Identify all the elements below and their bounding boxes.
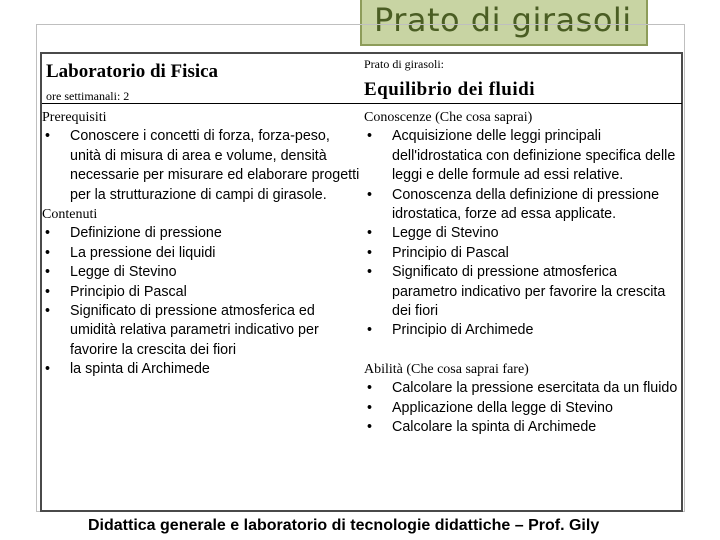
contenuti-heading: Contenuti [42,207,98,223]
right-header [364,56,535,102]
slide-title: Prato di girasoli [374,1,632,39]
left-column [42,108,364,380]
list-item: • Conoscenza della definizione di pressione idrostatica, forze ad essa applicate. [364,186,682,225]
prerequisiti-list [42,127,364,205]
prerequisiti-heading: Prerequisiti [42,110,107,125]
course-title: Laboratorio di Fisica [46,61,219,82]
list-item: • Definizione di pressione [42,224,364,243]
abilita-list [364,379,682,437]
list-item: • Legge di Stevino [364,224,682,243]
list-item: • Legge di Stevino [42,263,364,282]
list-item: • Significato di pressione atmosferica parametro indicativo per favorire la crescita dei fiori [364,263,682,321]
right-column [364,108,682,438]
list-item: • Calcolare la spinta di Archimede [364,418,682,437]
footer-text: Didattica generale e laboratorio di tecnologie didattiche – Prof. Gily [88,517,600,534]
list-item: • Principio di Pascal [364,244,682,263]
left-header [46,60,218,104]
list-item: • Acquisizione delle leggi principali dell'idrostatica con definizione specifica delle leggi e delle formule ad essi relative. [364,127,682,185]
list-item: • La pressione dei liquidi [42,244,364,263]
list-item: • Applicazione della legge di Stevino [364,399,682,418]
module-subtitle: Prato di girasoli: [364,57,444,71]
list-item: • la spinta di Archimede [42,360,364,379]
list-item: • Significato di pressione atmosferica ed umidità relativa parametri indicativo per favorire la crescita dei fiori [42,302,364,360]
list-item: • Calcolare la pressione esercitata da un fluido [364,379,682,398]
abilita-heading: Abilità (Che cosa saprai fare) [364,361,529,377]
section-gap [364,341,682,360]
list-item: • Conoscere i concetti di forza, forza-peso, unità di misura di area e volume, densità necessarie per misurare ed elaborare progetti per la strutturazione di campi di girasole. [42,127,364,205]
conoscenze-list [364,127,682,340]
contenuti-list [42,224,364,379]
list-item: • Principio di Archimede [364,321,682,340]
weekly-hours: ore settimanali: 2 [46,89,130,103]
module-title: Equilibrio dei fluidi [364,79,535,100]
conoscenze-heading: Conoscenze (Che cosa saprai) [364,110,533,125]
list-item: • Principio di Pascal [42,283,364,302]
